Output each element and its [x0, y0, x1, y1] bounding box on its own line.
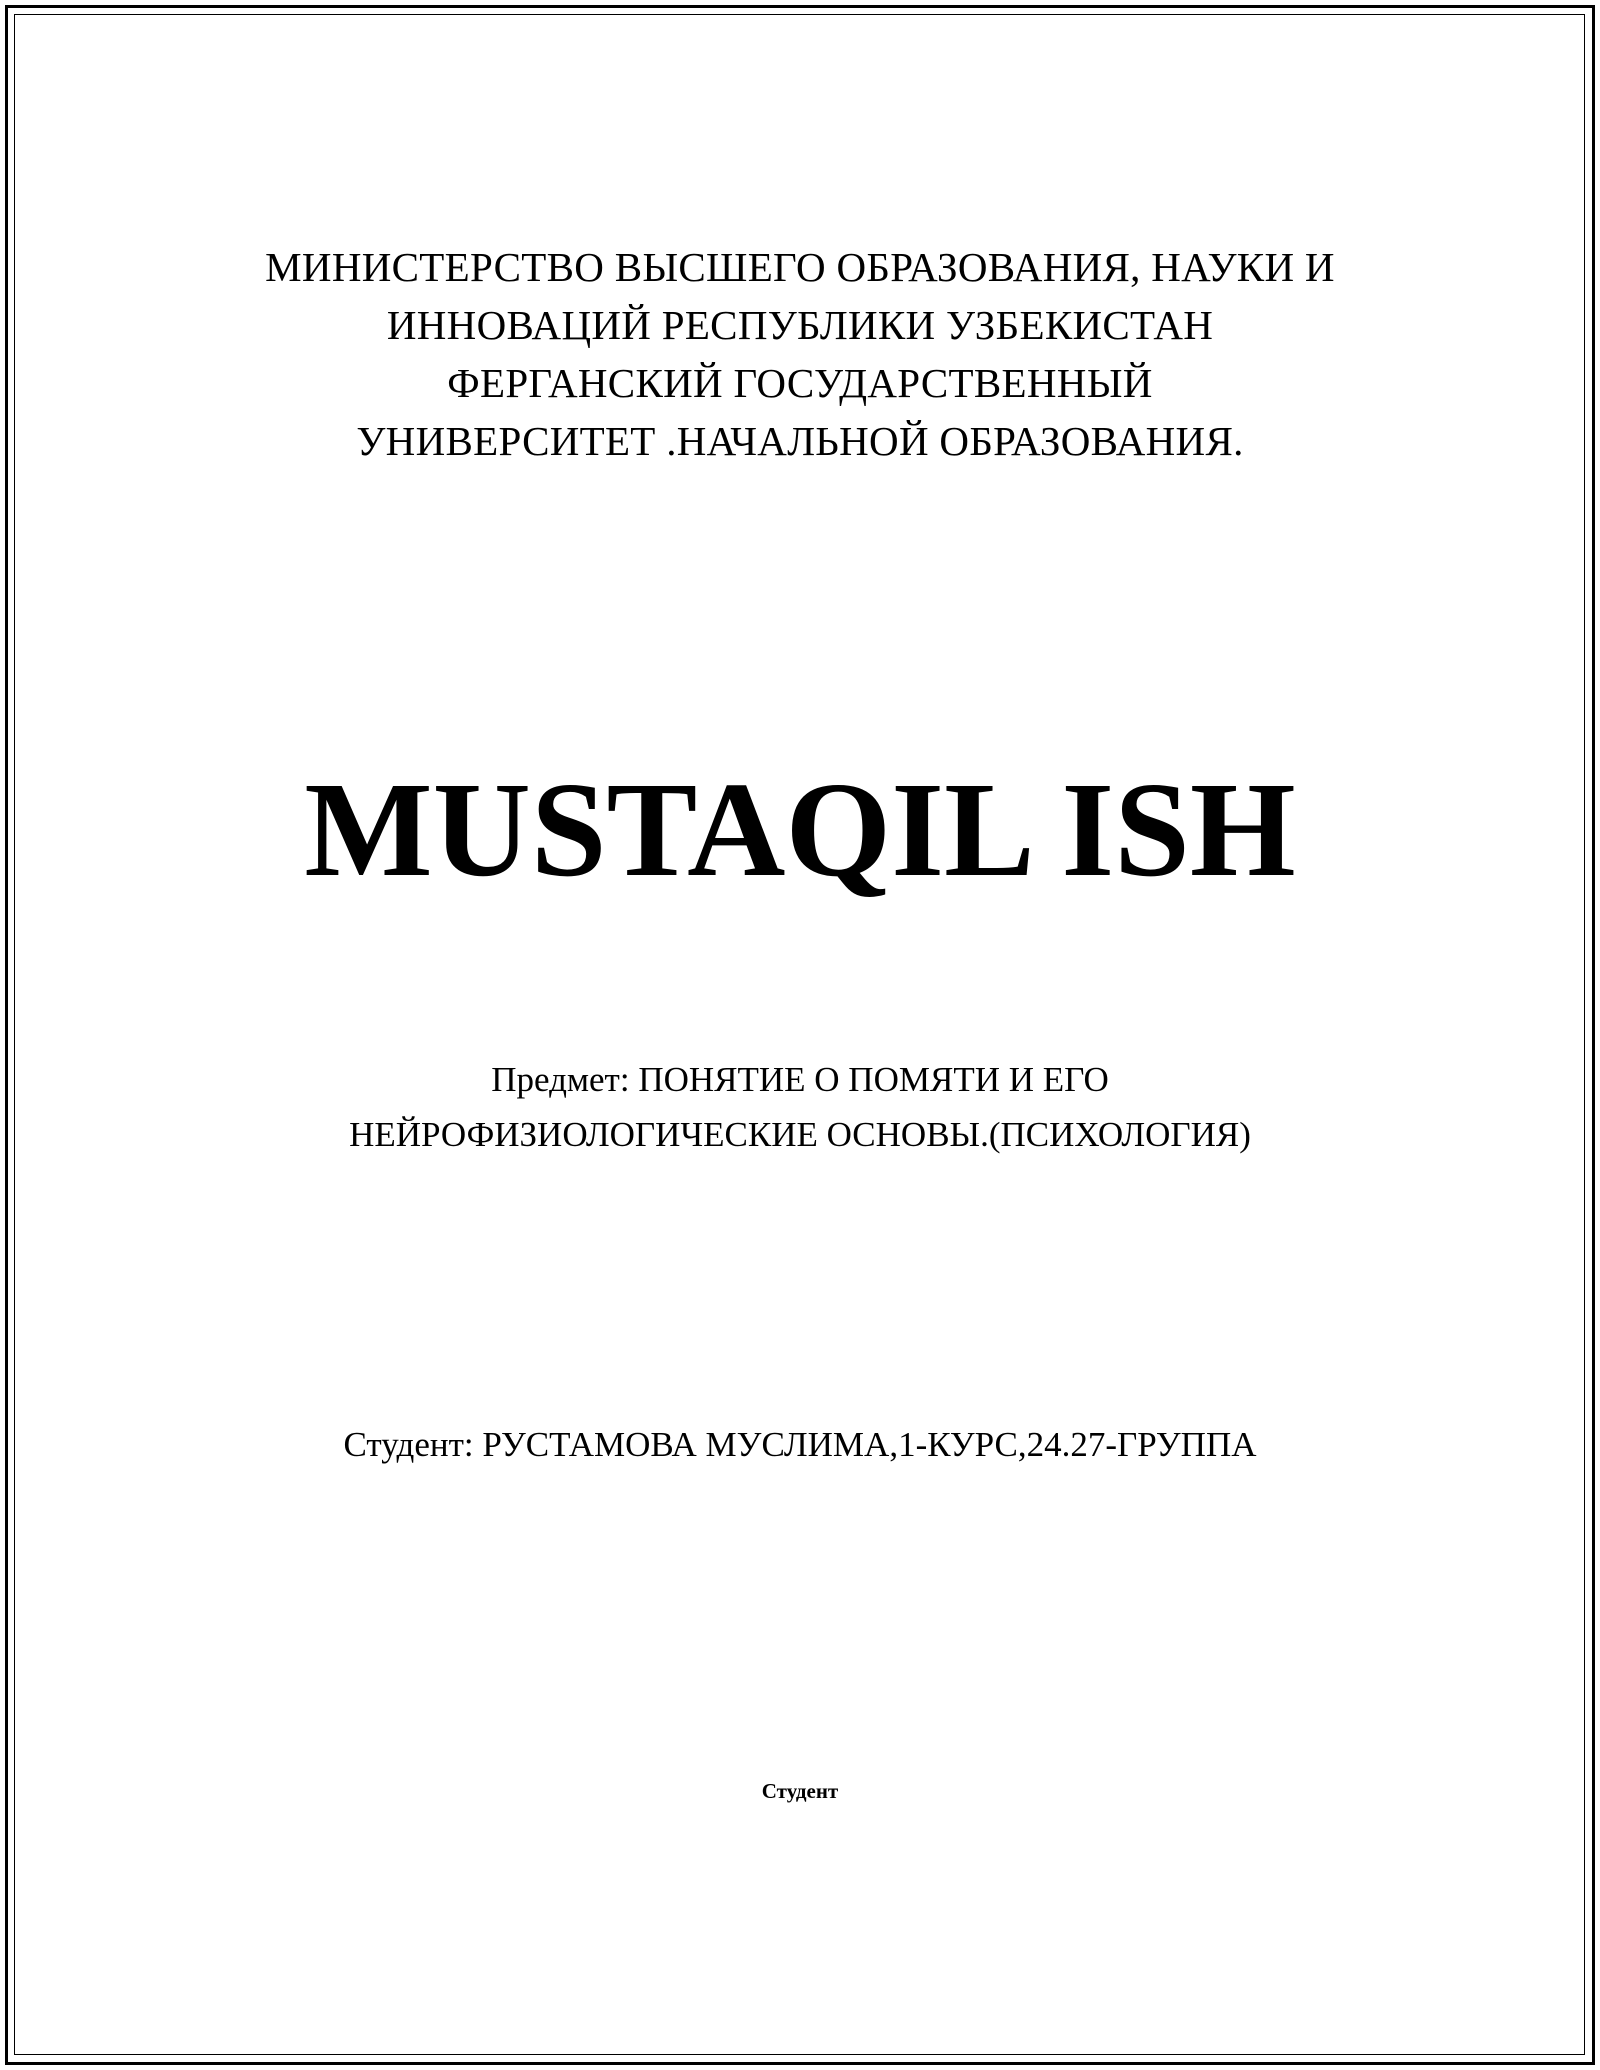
header-line: ФЕРГАНСКИЙ ГОСУДАРСТВЕННЫЙ — [447, 360, 1153, 406]
document-title: MUSTAQIL ISH — [304, 755, 1296, 905]
subject-line: Предмет: ПОНЯТИЕ О ПОМЯТИ И ЕГО — [491, 1060, 1109, 1099]
student-info: Студент: РУСТАМОВА МУСЛИМА,1-КУРС,24.27-ГРУППА — [343, 1425, 1257, 1464]
institution-header — [0, 238, 1600, 470]
subject-line: НЕЙРОФИЗИОЛОГИЧЕСКИЕ ОСНОВЫ.(ПСИХОЛОГИЯ) — [349, 1115, 1251, 1154]
subject-block — [0, 1052, 1600, 1162]
header-line: ИННОВАЦИЙ РЕСПУБЛИКИ УЗБЕКИСТАН — [386, 302, 1214, 348]
student-label: Студент — [761, 1779, 839, 1803]
header-line: МИНИСТЕРСТВО ВЫСШЕГО ОБРАЗОВАНИЯ, НАУКИ И — [265, 244, 1335, 290]
header-line: УНИВЕРСИТЕТ .НАЧАЛЬНОЙ ОБРАЗОВАНИЯ. — [356, 418, 1244, 464]
